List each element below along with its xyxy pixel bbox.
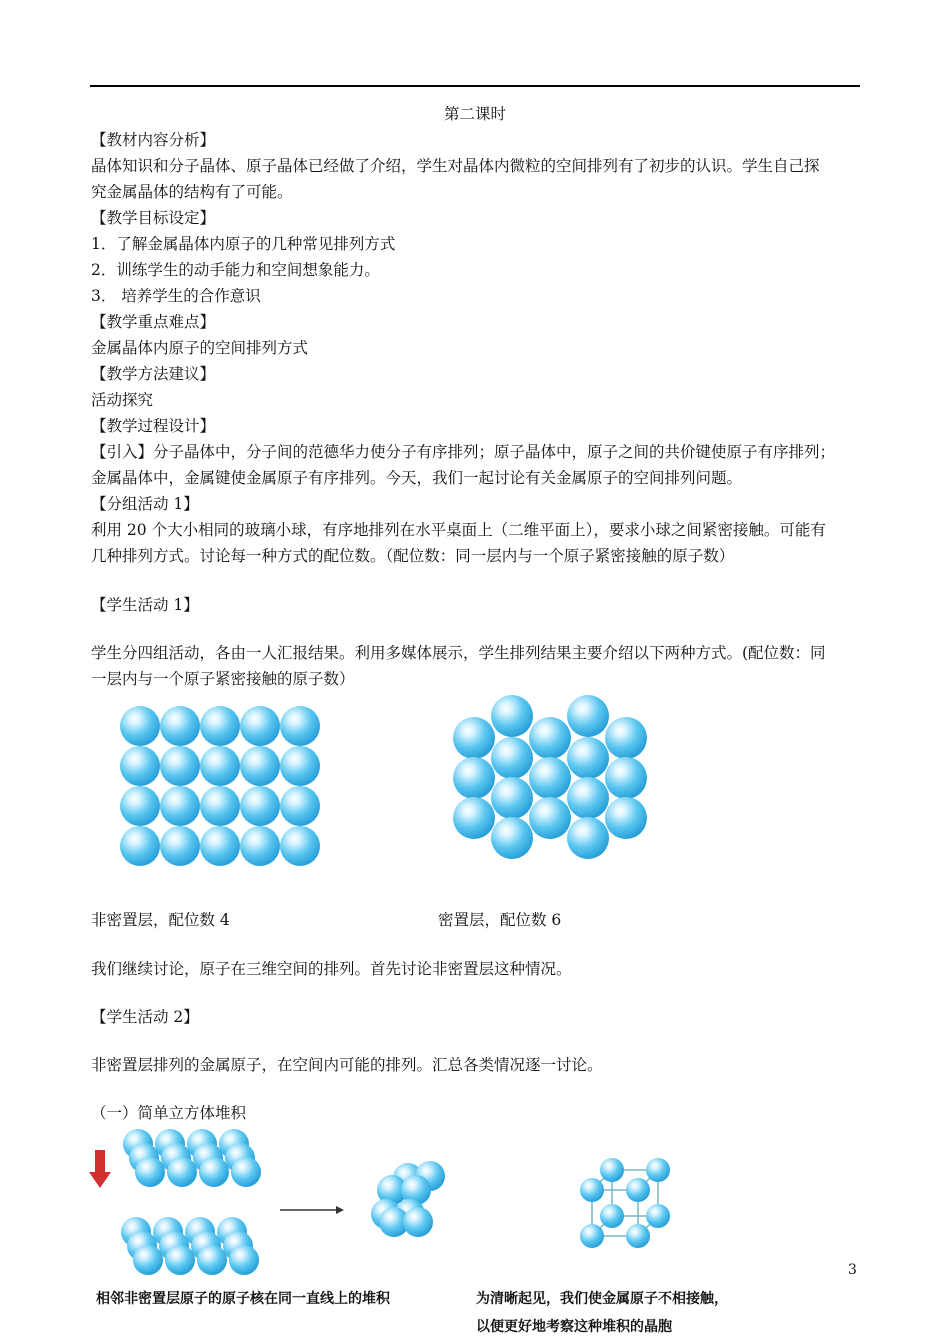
sphere	[167, 1157, 197, 1187]
student-activity1-line2: 一层内与一个原子紧密接触的原子数）	[91, 670, 355, 688]
student-activity2-heading: 【学生活动 2】	[91, 1008, 199, 1026]
sphere	[580, 1178, 604, 1202]
sphere	[605, 797, 647, 839]
lesson-title: 第二课时	[443, 105, 506, 123]
method-heading: 【教学方法建议】	[91, 365, 216, 383]
sphere	[200, 826, 240, 866]
sphere	[200, 786, 240, 826]
sphere	[453, 797, 495, 839]
sphere	[160, 706, 200, 746]
sphere	[453, 717, 495, 759]
sphere	[491, 777, 533, 819]
sphere	[626, 1224, 650, 1248]
sphere	[529, 797, 571, 839]
sphere	[646, 1204, 670, 1228]
sphere	[626, 1178, 650, 1202]
group-activity-line2: 几种排列方式。讨论每一种方式的配位数。（配位数：同一层内与一个原子紧密接触的原子数）	[91, 547, 735, 565]
sphere	[491, 817, 533, 859]
key-points-text: 金属晶体内原子的空间排列方式	[91, 339, 309, 357]
header-rule	[90, 85, 860, 87]
sphere	[280, 786, 320, 826]
figure-caption-right-line2: 以便更好地考察这种堆积的晶胞	[476, 1319, 672, 1335]
stacking-layers-figure	[86, 1126, 266, 1286]
close-packed-layer-figure	[448, 688, 658, 874]
simple-cubic-compact-figure	[364, 1158, 446, 1238]
sphere	[529, 717, 571, 759]
content-analysis-line1: 晶体知识和分子晶体、原子晶体已经做了介绍，学生对晶体内微粒的空间排列有了初步的认识。学生自己探	[91, 157, 820, 175]
content-analysis-heading: 【教材内容分析】	[91, 131, 216, 149]
process-heading: 【教学过程设计】	[91, 417, 216, 435]
down-arrow-icon	[89, 1150, 111, 1188]
goal-3: 3． 培养学生的合作意识	[91, 287, 261, 305]
sphere	[529, 757, 571, 799]
goals-heading: 【教学目标设定】	[91, 209, 216, 227]
sphere	[199, 1157, 229, 1187]
sphere	[160, 826, 200, 866]
sphere	[605, 717, 647, 759]
sphere	[120, 826, 160, 866]
transition-arrow-figure	[276, 1200, 346, 1220]
sphere	[200, 706, 240, 746]
sphere	[133, 1245, 163, 1275]
sphere	[600, 1158, 624, 1182]
caption-non-close-packed: 非密置层，配位数 4	[91, 911, 230, 929]
content-analysis-line2: 究金属晶体的结构有了可能。	[91, 183, 293, 201]
sphere	[280, 826, 320, 866]
sphere	[567, 777, 609, 819]
sphere	[453, 757, 495, 799]
sphere	[120, 706, 160, 746]
intro-line1: 【引入】分子晶体中，分子间的范德华力使分子有序排列；原子晶体中，原子之间的共价键使原子有序排列；	[91, 443, 836, 461]
page-number: 3	[848, 1262, 857, 1278]
sphere	[229, 1245, 259, 1275]
sphere	[605, 757, 647, 799]
group-activity-line1: 利用 20 个大小相同的玻璃小球，有序地排列在水平桌面上（二维平面上），要求小球之间紧密接触。可能有	[91, 521, 826, 539]
goal-2: 2．训练学生的动手能力和空间想象能力。	[91, 261, 380, 279]
figure-caption-left: 相邻非密置层原子的原子核在同一直线上的堆积	[96, 1291, 390, 1307]
figure-caption-right-line1: 为清晰起见，我们使金属原子不相接触，	[476, 1291, 728, 1307]
sphere	[120, 746, 160, 786]
goal-1: 1．了解金属晶体内原子的几种常见排列方式	[91, 235, 396, 253]
sphere	[567, 737, 609, 779]
sphere	[567, 695, 609, 737]
sphere	[200, 746, 240, 786]
sphere	[580, 1224, 604, 1248]
student-activity1-heading: 【学生活动 1】	[91, 596, 199, 614]
non-close-packed-layer-figure	[110, 698, 330, 870]
sphere	[240, 786, 280, 826]
sphere	[231, 1157, 261, 1187]
sphere	[646, 1158, 670, 1182]
sphere	[491, 737, 533, 779]
group-activity-heading: 【分组活动 1】	[91, 495, 199, 513]
sphere	[240, 746, 280, 786]
sphere	[197, 1245, 227, 1275]
sphere	[160, 786, 200, 826]
continue-text: 我们继续讨论，原子在三维空间的排列。首先讨论非密置层这种情况。	[91, 960, 572, 978]
intro-line2: 金属晶体中，金属键使金属原子有序排列。今天，我们一起讨论有关金属原子的空间排列问题。	[91, 469, 743, 487]
sphere	[403, 1207, 433, 1237]
transition-arrow-head	[336, 1206, 344, 1214]
sphere	[600, 1204, 624, 1228]
sphere	[135, 1157, 165, 1187]
caption-close-packed: 密置层，配位数 6	[438, 911, 562, 929]
sphere	[280, 706, 320, 746]
sphere	[160, 746, 200, 786]
key-points-heading: 【教学重点难点】	[91, 313, 216, 331]
method-text: 活动探究	[91, 391, 154, 409]
sphere	[240, 826, 280, 866]
sphere	[280, 746, 320, 786]
student-activity1-line1: 学生分四组活动，各由一人汇报结果。利用多媒体展示，学生排列结果主要介绍以下两种方式。(配位数：同	[91, 644, 826, 662]
sphere	[491, 695, 533, 737]
sphere	[120, 786, 160, 826]
student-activity2-text: 非密置层排列的金属原子，在空间内可能的排列。汇总各类情况逐一讨论。	[91, 1056, 603, 1074]
sphere	[165, 1245, 195, 1275]
sphere	[567, 817, 609, 859]
sphere	[240, 706, 280, 746]
simple-cubic-cell-figure	[572, 1150, 676, 1260]
simple-cubic-heading: （一）简单立方体堆积	[91, 1104, 247, 1122]
